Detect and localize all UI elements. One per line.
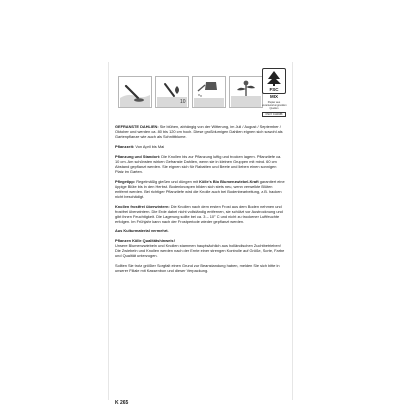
plant-growing-icon: [229, 76, 263, 108]
section-description: GEFRANSTE DAHLIEN: Sie blühen, abhängig von der Witterung, im Juli / August / September / Oktober und werden ca. 80 bis 120 cm hoch. Diese großblumigen Dahlien eignen sich sowohl als Gartenpflanze wie auch als Schnittblume.: [115, 124, 283, 140]
fsc-claim: Papier aus verantwortungsvollen Quellen: [262, 101, 287, 111]
bulb-planting-icon: [155, 76, 189, 108]
fsc-license-code: FSC® C114688: [262, 112, 286, 117]
section-planting-time: Pflanzzeit: Von April bis Mai: [115, 143, 165, 149]
fsc-tree-icon: [262, 68, 286, 94]
section-planting-location: Pflanzung und Standort: Die Knollen bis zur Pflanzung luftig und trocken lagern. Pflanztiefe ca. 10 cm. Am schönsten wirken Gefranste Dahlien, wenn sie in kleinen Gruppen mit mind. 60 cm Abstand gepflanzt werden. Sie eignen sich für Rabatten und Beete und lieben einen sonnigen Platz im Garten.: [115, 153, 282, 174]
section-complaints: Sollten Sie trotz größter Sorgfalt einen Grund zur Beanstandung haben, melden Sie sich bitte in unserer Filiale mit Kassenbon und dieser Verpackung.: [115, 263, 280, 274]
fsc-mix: MIX: [269, 94, 278, 99]
seed-packet-back: [108, 62, 293, 406]
svg-text:10: 10: [180, 99, 186, 105]
section-propagation: Aus Kulturmaterial vermehrt.: [115, 228, 169, 234]
care-instructions: [115, 124, 285, 278]
watering-can-icon: [192, 76, 226, 108]
planting-instructions: [118, 76, 263, 108]
planting-hole-icon: [118, 76, 152, 108]
section-overwintering: Knollen frostfrei überwintern: Die Knollen nach dem ersten Frost aus dem Boden nehmen und frostfrei überwintern. Die Erde dabei nicht vollständig entfernen, sie schützt vor Austrocknung und gibt ihnen Feuchtigkeit. Die Lagerung sollte bei ca. 3 – 10° C und nicht zu trockener Luftfeuchte erfolgen. Im Frühjahr kann nach der Frostperiode wieder gepflanzt werden.: [115, 203, 283, 224]
section-care-tip: Pflegetipp: Regelmäßig gießen und düngen mit Kölle's Bio Blumenzwiebel-Kraft garantiert eine üppige Blüte bis in den Herbst. Bodenknospen bilden sich stets neu, wenn verwelkte Blüten entfernt werden. Bei richtiger Pflanztiefe wird die Knolle auch bei Bodenbearbeitung, z.B. hacken nicht beschädigt.: [115, 178, 285, 199]
fsc-logo: [262, 68, 286, 124]
section-quality-notice: Pflanzen Kölle Qualitätshinweis! Unsere Blumenzwiebeln und Knollen stammen hauptsächlich aus holländischen Zuchtbetrieben! Die Zwiebeln und Knollen werden nach der Ernte einer strengen Kontrolle auf Größe, Sorte, Farbe und Qualität unterzogen.: [115, 238, 285, 259]
fsc-brand: FSC: [269, 87, 279, 92]
product-code: K 265: [115, 400, 129, 406]
